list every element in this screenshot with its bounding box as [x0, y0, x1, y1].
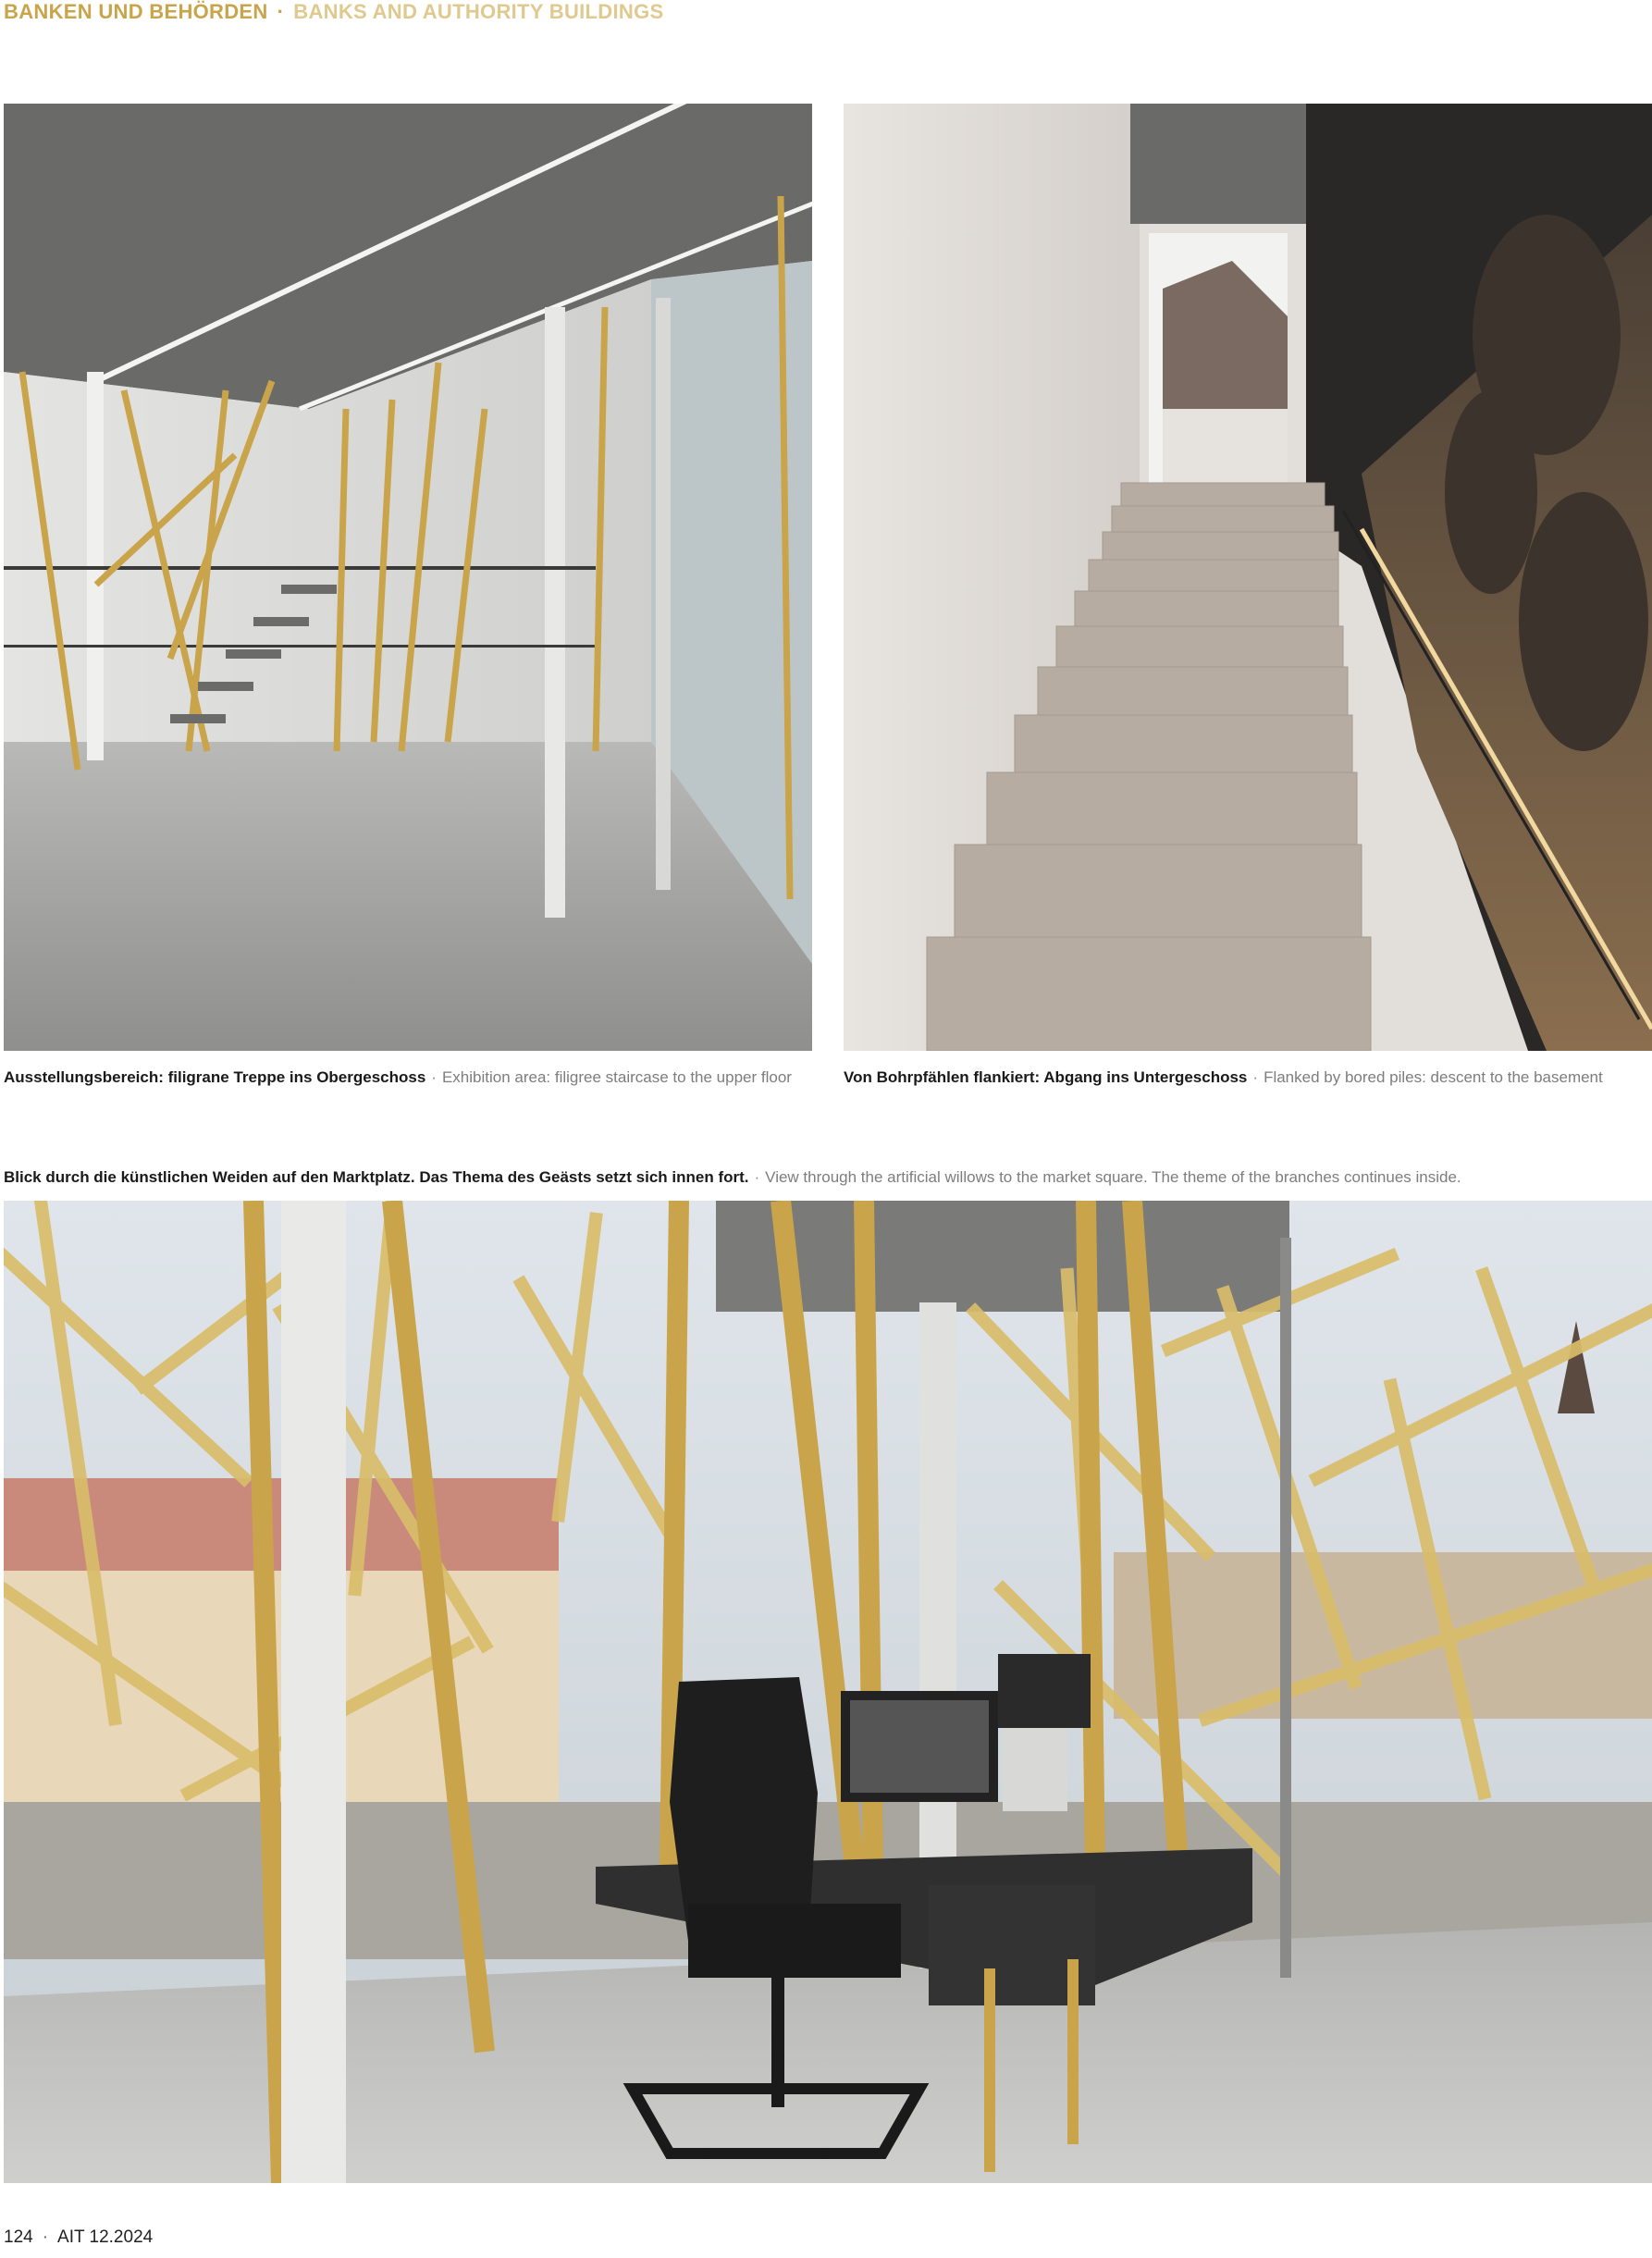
section-title-en: BANKS AND AUTHORITY BUILDINGS — [293, 0, 664, 23]
issue-label: AIT 12.2024 — [57, 2227, 154, 2247]
caption-basement-stairs — [844, 1067, 1603, 1088]
footer-separator: · — [42, 2227, 49, 2247]
caption-en: View through the artificial willows to the market square. The theme of the branches continues inside. — [765, 1168, 1461, 1186]
caption-en: Flanked by bored piles: descent to the basement — [1264, 1068, 1603, 1086]
caption-separator: · — [1252, 1068, 1259, 1086]
caption-separator: · — [431, 1068, 437, 1086]
header-separator: · — [277, 0, 285, 23]
caption-exhibition-area — [4, 1067, 792, 1088]
page-number: 124 — [4, 2227, 33, 2247]
photo-basement-stairs — [844, 104, 1652, 1051]
page-footer — [4, 2227, 153, 2248]
photo-exhibition-area — [4, 104, 812, 1051]
photo-office-willows — [4, 1201, 1652, 2183]
section-header — [4, 0, 663, 26]
caption-de: Ausstellungsbereich: filigrane Treppe ins Obergeschoss — [4, 1068, 426, 1086]
caption-de: Blick durch die künstlichen Weiden auf den Marktplatz. Das Thema des Geästs setzt sich innen fort. — [4, 1168, 749, 1186]
caption-separator: · — [754, 1168, 760, 1186]
caption-en: Exhibition area: filigree staircase to the upper floor — [441, 1068, 792, 1086]
caption-de: Von Bohrpfählen flankiert: Abgang ins Untergeschoss — [844, 1068, 1248, 1086]
caption-market-square — [4, 1167, 1461, 1188]
section-title-de: BANKEN UND BEHÖRDEN — [4, 0, 268, 23]
